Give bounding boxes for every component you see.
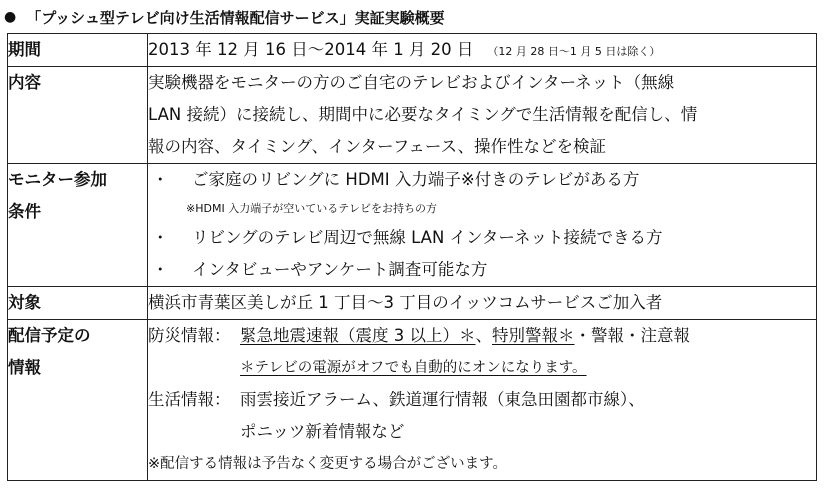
condition-footnote: ※HDMI 入力端子が空いているテレビをお持ちの方 — [186, 202, 437, 215]
content-line: 実験機器をモニターの方のご自宅のテレビおよびインターネット（無線 — [148, 73, 675, 92]
conditions-head-line: モニター参加 — [8, 170, 107, 189]
period-note: （12 月 28 日～1 月 5 日は除く） — [487, 45, 661, 58]
target-head: 対象 — [8, 287, 148, 320]
content-body — [148, 67, 817, 164]
target-body — [148, 287, 817, 320]
info-head-line: 配信予定の — [8, 326, 91, 345]
condition-item — [148, 254, 816, 286]
title-bullet: ● — [4, 9, 17, 25]
life-line-1: 雨雲接近アラーム、鉄道運行情報（東急田園都市線）、 — [240, 390, 645, 409]
period-value: 2013 年 12 月 16 日～2014 年 1 月 20 日 — [148, 40, 474, 59]
disaster-note-text: ＊テレビの電源がオフでも自動的にオンになります。 — [240, 360, 587, 376]
info-body — [148, 320, 817, 481]
period-body — [148, 34, 817, 67]
disaster-info-line — [148, 320, 816, 352]
content-line: 報の内容、タイミング、インターフェース、操作性などを検証 — [148, 137, 607, 156]
final-note: ※配信する情報は予告なく変更する場合がございます。 — [148, 456, 507, 472]
disaster-note — [148, 352, 816, 384]
disaster-rest: ・警報・注意報 — [574, 326, 690, 345]
conditions-head-line: 条件 — [8, 202, 41, 221]
condition-text: リビングのテレビ周辺で無線 LAN インターネット接続できる方 — [192, 228, 663, 247]
conditions-head — [8, 164, 148, 287]
condition-text: ご家庭のリビングに HDMI 入力端子※付きのテレビがある方 — [192, 170, 640, 189]
conditions-body — [148, 164, 817, 287]
period-head: 期間 — [8, 34, 148, 67]
disaster-item-special-warning: 特別警報＊ — [492, 326, 575, 345]
life-label: 生活情報： — [148, 390, 231, 409]
row-conditions — [8, 164, 817, 287]
condition-item — [148, 164, 816, 196]
info-head — [8, 320, 148, 481]
row-period — [8, 34, 817, 67]
overview-table — [7, 33, 817, 481]
condition-text: インタビューやアンケート調査可能な方 — [192, 260, 488, 279]
row-target — [8, 287, 817, 320]
disaster-label: 防災情報： — [148, 326, 231, 345]
document-title — [4, 4, 445, 30]
condition-item — [148, 222, 816, 254]
bullet-icon: ・ — [152, 170, 169, 189]
disaster-item-earthquake: 緊急地震速報（震度 3 以上）＊ — [240, 326, 476, 345]
info-head-line: 情報 — [8, 358, 41, 377]
row-info — [8, 320, 817, 481]
life-line-2: ポニッツ新着情報など — [240, 422, 405, 441]
life-info-line-2 — [148, 416, 816, 448]
row-content — [8, 67, 817, 164]
bullet-icon: ・ — [152, 228, 169, 247]
content-line: LAN 接続）に接続し、期間中に必要なタイミングで生活情報を配信し、情 — [148, 105, 698, 124]
content-head: 内容 — [8, 67, 148, 164]
target-value: 横浜市青葉区美しが丘 1 丁目～3 丁目のイッツコムサービスご加入者 — [148, 293, 663, 312]
separator: 、 — [475, 326, 492, 345]
title-text: 「プッシュ型テレビ向け生活情報配信サービス」実証実験概要 — [26, 8, 445, 27]
life-info-line — [148, 384, 816, 416]
bullet-icon: ・ — [152, 260, 169, 279]
